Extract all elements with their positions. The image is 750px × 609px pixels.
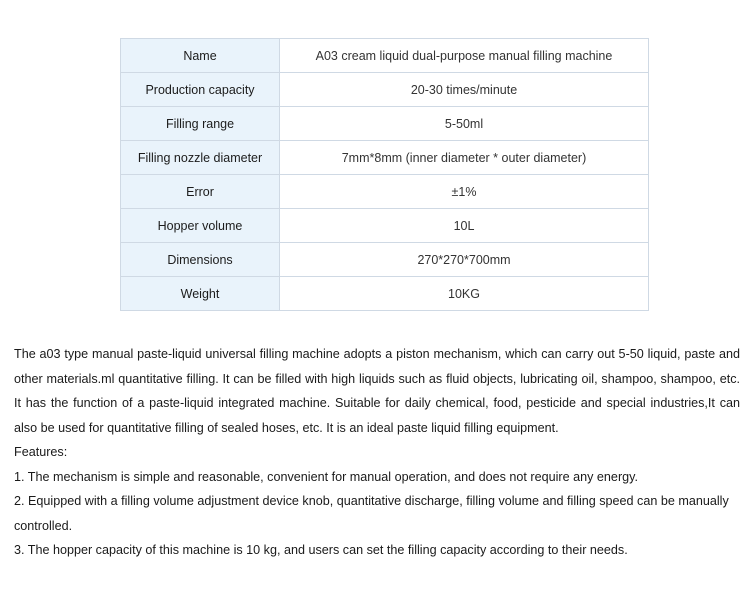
table-row [121, 73, 649, 107]
spec-value: 10L [280, 209, 649, 243]
spec-value: 10KG [280, 277, 649, 311]
table-row [121, 175, 649, 209]
spec-label: Filling nozzle diameter [121, 141, 280, 175]
feature-item: 2. Equipped with a filling volume adjustment device knob, quantitative discharge, filling volume and filling speed can be manually controlled. [14, 494, 729, 533]
description-paragraph: The a03 type manual paste-liquid universal filling machine adopts a piston mechanism, which can carry out 5-50 liquid, paste and other materials.ml quantitative filling. It can be filled with high liquids such as fluid objects, lubricating oil, shampoo, shampoo, etc. It has the function of a paste-liquid integrated machine. Suitable for daily chemical, food, pesticide and special industries,It can also be used for quantitative filling of sealed hoses, etc. It is an ideal paste liquid filling equipment. [14, 347, 740, 435]
table-row [121, 107, 649, 141]
features-heading: Features: [14, 445, 68, 460]
feature-item: 1. The mechanism is simple and reasonable, convenient for manual operation, and does not require any energy. [14, 469, 638, 484]
spec-label: Filling range [121, 107, 280, 141]
spec-value: A03 cream liquid dual-purpose manual filling machine [280, 39, 649, 73]
table-row [121, 209, 649, 243]
table-row [121, 243, 649, 277]
spec-label: Production capacity [121, 73, 280, 107]
spec-value: 20-30 times/minute [280, 73, 649, 107]
table-row [121, 277, 649, 311]
spec-value: 5-50ml [280, 107, 649, 141]
spec-label: Dimensions [121, 243, 280, 277]
specification-table-body [121, 39, 649, 311]
spec-value: ±1% [280, 175, 649, 209]
spec-label: Error [121, 175, 280, 209]
spec-value: 7mm*8mm (inner diameter * outer diameter) [280, 141, 649, 175]
spec-label: Name [121, 39, 280, 73]
table-row [121, 141, 649, 175]
description-section [14, 342, 740, 563]
specification-table [120, 38, 649, 311]
feature-item: 3. The hopper capacity of this machine is 10 kg, and users can set the filling capacity according to their needs. [14, 543, 628, 558]
spec-label: Hopper volume [121, 209, 280, 243]
spec-value: 270*270*700mm [280, 243, 649, 277]
table-row [121, 39, 649, 73]
spec-label: Weight [121, 277, 280, 311]
